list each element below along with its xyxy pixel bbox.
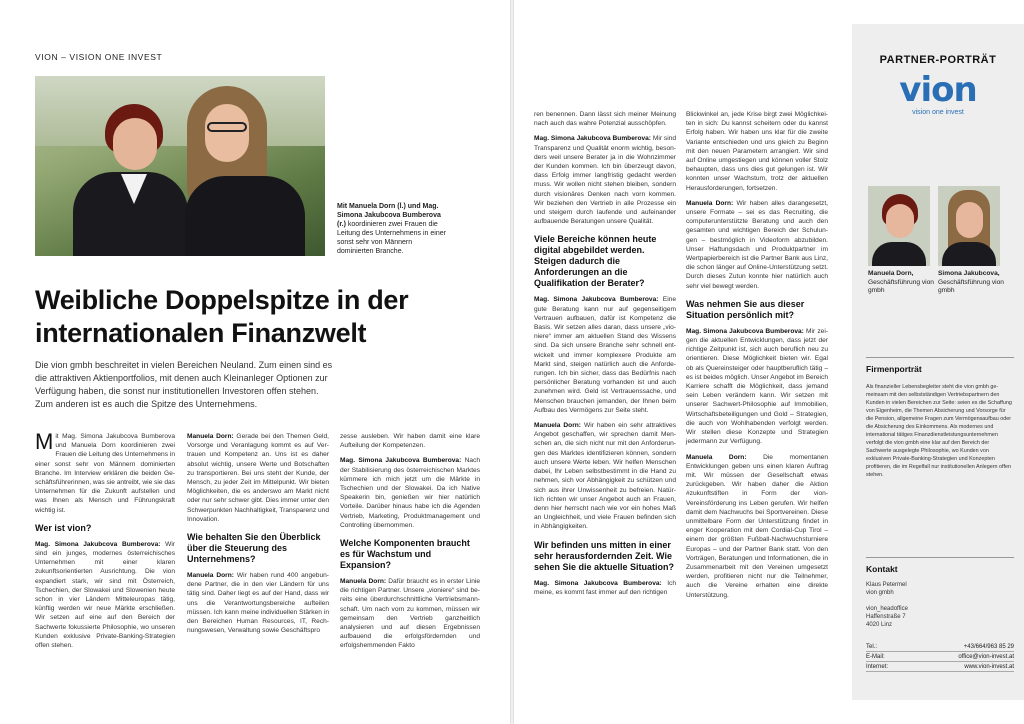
portrait-manuela-dorn [868, 186, 930, 266]
portrait-caption-1: Manuela Dorn, Geschäftsführung vion gmbh [868, 270, 934, 294]
question-heading: Was nehmen Sie aus dieser Situation persönlich mit? [686, 298, 805, 320]
question-heading: Welche Komponenten braucht es für Wachstum und Expansion? [340, 538, 470, 571]
contact-heading: Kontakt [866, 564, 898, 574]
article-headline: Weibliche Doppelspitze in der internationalen Finanzwelt [35, 285, 409, 348]
contact-website[interactable]: Internet: www.vion-invest.at [866, 664, 1014, 670]
partner-portrait-sidebar [852, 24, 1024, 700]
firm-heading: Firmenporträt [866, 364, 922, 374]
question-heading: Wer ist vion? [35, 522, 92, 533]
text-column-4: ren benennen. Dann lässt sich meiner Meinung nach auch das wahre Potenzial ausschöpfen. Mag. Simona Jakubcova Bumberova: Mir sind Transparenz und Qualität enorm wichtig, besonders weil unsere Berater ja in die Wohnzimmer der Kunden kommen. Ich bin überzeugt davon, dass Erfolg immer langfristig gedacht werden muss. Wir wollen nicht stehen bleiben, sondern durch visionäres Denken nach vorn kommen. Wir beziehen den Vertrieb in alle Prozesse ein und steigern durch laufende und aufeinander aufbauende Beratungen unsere Qualität. Viele Bereiche können heute digital abgebildet werden. Steigen dadurch die Anforderungen an die Qualifikation der Berater? Mag. Simona Jakubcova Bumberova: Eine gute Beratung kann nur auf gegenseitigem Vertrauen aufbauen, dafür ist Kompetenz die Basis. Wir setzen alles daran, dass unsere „vioniere“ immer am aktuellen Stand des Wissens sind. Da sich unsere Branche sehr schnell entwickelt und immer komplexere Produkte am Markt sind, steigen natürlich auch die Anforderungen. Ich bin sicher, dass das Bedürfnis nach persönlicher Beratung vorhanden ist und auch zunehmen wird. Geld ist Vertrauenssache, und Menschen brauchen jemanden, der Ihnen beim Aufbau des Vermögens zur Seite steht. Manuela Dorn: Wir haben ein sehr attraktives Angebot geschaffen, wir sprechen damit Menschen an, die sich nicht nur mit den Anforderungen des Marktes identifizieren können, sondern auch unsere Werte leben. Wir helfen Menschen dabei, Ihr Leben selbstbestimmt in die Hand zu nehmen, sich vor Abhängigkeit zu schützen und sich aus ihrer Unwissenheit zu befreien. Natürlich richten wir unser Angebot auch an Frauen, denn hier herrscht nach wie vor ein hohes Maß an Ungleichheit, und viele Frauen befinden sich in Abhängigkeiten. Wir befinden uns mitten in einer sehr herausfordernden Zeit. Wie sehen Sie die aktuelle Situation? Mag. Simona Jakubcova Bumberova: Ich meine, es kommt fast immer auf den richtigen [534, 111, 677, 596]
sidebar-title: PARTNER-PORTRÄT [879, 54, 997, 66]
article-lead: Die vion gmbh beschreitet in vielen Bereichen Neuland. Zum einen sind es die attraktiven Aktienportfolios, mit denen auch Kleinanleger Optionen zur Verfügung haben, die sonst nur institutionellen Investoren offen stehen. Zum anderen ist es auch die Spitze des Unternehmens. [35, 360, 333, 409]
text-column-3: zesse ausleben. Wir haben damit eine klare Aufteilung der Kompetenzen. Mag. Simona Jakubcova Bumberova: Nach der Stabilisierung des österreichischen Marktes kümmere ich mich jetzt um die Märkte in Tschechien und der Slowakei. Da ich Native Speakerin bin, genießen wir hier natürlich Vorteile. Darüber hinaus habe ich die Agenden Vertrieb, Marketing, Produktmanagement und Controlling übernommen. Welche Komponenten braucht es für Wachstum und Expansion? Manuela Dorn: Dafür braucht es in erster Linie die richtigen Partner. Unsere „vioniere“ sind bereits eine überdurchschnittliche Vertriebsmannschaft. Um nach vorn zu kommen, müssen wir gemeinsam den Vertrieb ganzheitlich analysieren und auf diesen Ergebnissen aufbauend die erfolgsfördernden und erfolgshemmenden Fakto [340, 433, 480, 650]
text-column-5: Blickwinkel an, jede Krise birgt zwei Möglichkeiten in sich: Du kannst scheitern oder du kannst Erfolg haben. Wir haben uns klar für die zweite Variante entschieden und uns gleich zu Beginn mit den neuen Parametern arrangiert. Wir sind auf Online umgestiegen und können voller Stolz behaupten, dass uns dies gut gelungen ist. Wir konnten unser Wachstum, trotz der aktuellen Herausforderungen, fortsetzen. Manuela Dorn: Wir haben alles darangesetzt, unsere Formate – sei es das Recruiting, die computerunterstützte Beratung und auch den gesamten und wichtigen Bereich der Schulungen – bestmöglich in Videoform abzubilden. Unser Haftungsdach und Produktpartner im Wertpapierbereich ist die Partner Bank aus Linz, die schon länger auf Online-Unterstützung setzt. Durch dieses Zutun konnte hier natürlich auch sehr viel bewegt werden. Was nehmen Sie aus dieser Situation persönlich mit? Mag. Simona Jakubcova Bumberova: Mir zeigen die aktuellen Entwicklungen, dass jetzt der richtige Zeitpunkt ist, sich auch beruflich neu zu orientieren. Diese Möglichkeit bieten wir. Egal ob als Quereinsteiger oder hauptberuflich tätig – es ist beides möglich. Unser Angebot im Bereich Karriere schafft die Möglichkeit, dass jemand sein Leben verändern kann. Wir setzen mit unserer Sachwert-Philosophie auf Immobilien, Wirtschaftsbeteiligungen und Gold – Strategien, die auch von Wohlhabenden verfolgt werden. Wir stellen diese Konzepte und Strategien jedermann zur Verfügung. Manuela Dorn: Die momentanen Entwicklungen geben uns einen klaren Auftrag mit. Wir müssen der Gesellschaft etwas zurückgeben. Wir haben daher die Aktion #zukunftstiften in Form der vion-Vereinsförderung ins Leben gerufen. Wir helfen damit dem Nachwuchs bei Sportvereinen. Diese unmittelbare Form der Unterstützung findet in enger Kooperation mit dem Cordial-Cup Tirol – einem der größten Fußball-Nachwuchsturniere Europas – und der Partner Bank statt. Von den Vorträgen, Beratungen und Informationen, die in Zusammenarbeit mit den Vereinen umgesetzt werden, profitieren nicht nur die Teilnehmer, auch die Vereine erhalten eine direkte Unterstützung. [686, 111, 829, 599]
drop-cap: M [35, 429, 54, 454]
section-kicker: VION – VISION ONE INVEST [35, 52, 163, 62]
hero-photo [35, 76, 325, 256]
vion-logo-tagline: vision one invest [912, 109, 964, 116]
firm-description: Als finanzieller Lebensbegleiter steht die vion gmbh gemeinsam mit den selbstständigen Vertriebspartnern den Kunden in vielen Bereichen zur Seite: seien es die Schaffung von Eigenheim, die Themen Absicherung und Vorsorge für die Pension, allgemeine Fragen zum Vermögensaufbau oder die Absicherung des Einkommens. Als modernes und international tätiges Finanzdienstleistungsunternehmen verfolgt die vion gmbh eine klar auf den Bereich der Sachwerte ausgelegte Philosophie, wo Kunden von exklusiven Private-Banking-Strategien und Konzepten profitieren, die im Regelfall nur institutionellen Anlegern offen stehen. [866, 384, 1012, 478]
photo-caption: Mit Manuela Dorn (l.) und Mag. Simona Jakubcova Bumberova (r.) koordinieren zwei Frauen die Leitung des Unternehmens in einer sonst sehr von Männern dominierten Branche. [337, 203, 446, 255]
question-heading: Viele Bereiche können heute digital abgebildet werden. Steigen dadurch die Anforderungen an die Qualifikation der Berater? [534, 234, 657, 289]
divider [866, 557, 1014, 558]
contact-phone: Tel.: +43/664/963 85 29 [866, 644, 1014, 650]
divider [866, 357, 1014, 358]
question-heading: Wir befinden uns mitten in einer sehr herausfordernden Zeit. Wie sehen Sie die aktuelle Situation? [534, 539, 675, 572]
contact-address: Klaus Petermel vion gmbh vion_headoffice Haffenstraße 7 4020 Linz [866, 582, 908, 628]
text-column-1: Mit Mag. Simona Jakubcova Bumberova und Manuela Dorn koordinieren zwei Frauen die Leitung des Unternehmens in einer sonst sehr von Männern dominierten Branche. Im Interview erklären die beiden Geschäftsführerinnen, was sie antreibt, wie sie das Unternehmen für die Zukunft aufstellen und was Ihnen als Mensch und Führungskraft wichtig ist. Wer ist vion? Mag. Simona Jakubcova Bumberova: Wir sind ein junges, modernes österreichisches Unternehmen mit einer klaren zukunftsorientierten Ausrichtung. Die vion expandiert stark, wir sind mit Österreich, Tschechien, der Slowakei und Slowenien heute schon in vier Ländern Mitteleuropas tätig, künftig werden wir neue Märkte erschließen. Wir setzen auf eine auf den Bereich der Sachwerte fokussierte Philosophie, wo unseren Kunden exklusive Private-Banking-Strategien offen stehen. [35, 429, 176, 650]
contact-email[interactable]: E-Mail: office@vion-invest.at [866, 654, 1014, 660]
portrait-simona-jakubcova [938, 186, 1000, 266]
left-page [0, 0, 510, 724]
text-column-2: Manuela Dorn: Gerade bei den Themen Geld, Vorsorge und Veranlagung kommt es auf Vertrauen und Kompetenz an. Uns ist es daher absolut wichtig, unsere Werte und Botschaften zu transportieren. Bei uns steht der Kunde, der Mensch, zu jeder Zeit im Mittelpunkt. Wir bieten Möglichkeiten, die es anderswo am Markt nicht oder nur sehr schwer gibt. Dies immer unter den Schwerpunkten Nachhaltigkeit, Transparenz und Innovation. Wie behalten Sie den Überblick über die Steuerung des Unternehmens? Manuela Dorn: Wir haben rund 400 angebundene Partner, die in den vier Ländern für uns tätig sind. Daher liegt es auf der Hand, dass wir uns die Verantwortungsbereiche aufteilen müssen. Ich kann meine individuellen Stärken in den Bereichen Human Resources, IT, Rechnungswesen, Verwaltung sowie Geschäftspro [187, 433, 329, 635]
question-heading: Wie behalten Sie den Überblick über die Steuerung des Unternehmens? [187, 532, 321, 565]
portrait-caption-2: Simona Jakubcova, Geschäftsführung vion gmbh [938, 270, 1004, 294]
vion-logo: vion [899, 70, 977, 110]
